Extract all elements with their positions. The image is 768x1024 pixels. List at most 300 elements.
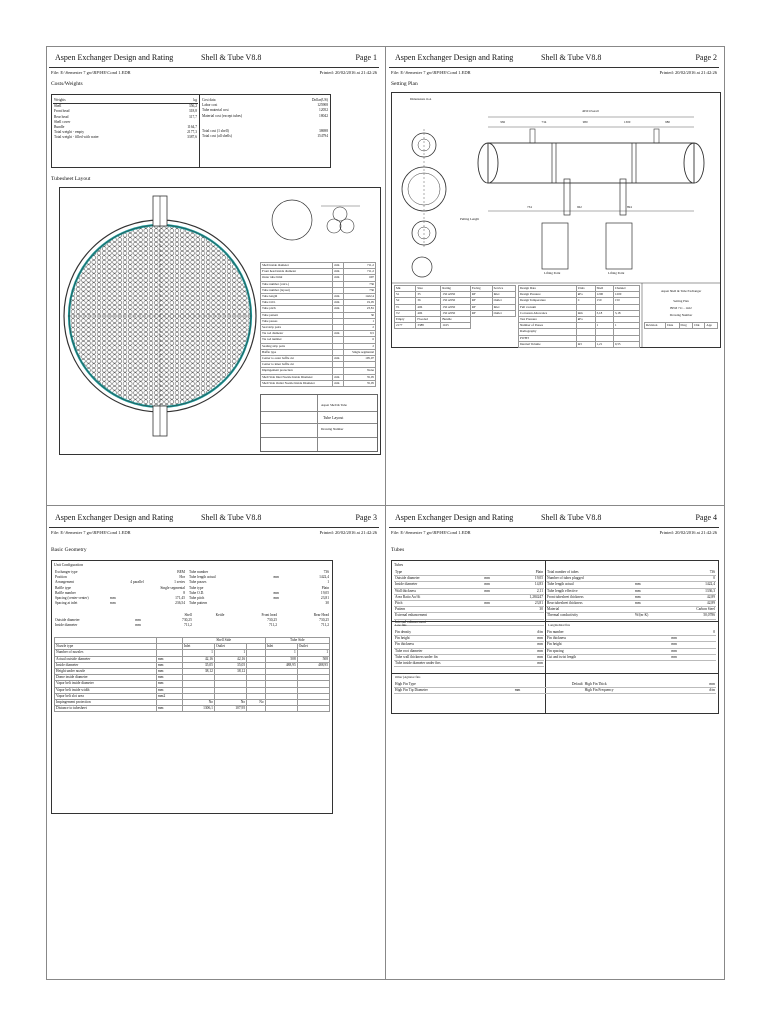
geometry-unit <box>272 601 294 606</box>
geometry-unit: mm <box>273 575 280 580</box>
long-fins-title: Longitudinal fins <box>548 623 571 627</box>
weights-header: Weights <box>54 98 66 102</box>
horizontal-divider <box>47 505 724 506</box>
geometry-value: 736 <box>323 570 329 574</box>
tube-label: Type <box>394 570 483 576</box>
nozzle-cell: Impingement protection <box>55 700 157 706</box>
weight-head-cell: Empty <box>395 317 416 323</box>
tubesheet-value: 30 <box>343 312 375 318</box>
tubesheet-unit: mm <box>333 356 343 362</box>
nozzle-cell: Actual outside diameter <box>55 656 157 662</box>
diameter-cell: 711,2 <box>269 623 277 628</box>
fin-unit: mm <box>670 636 700 642</box>
app-title: Aspen Exchanger Design and Rating <box>395 513 514 522</box>
high-fin-label: High Fin Tip Diameter <box>394 688 514 694</box>
fin-unit: mm <box>523 661 544 667</box>
design-head-cell: Units <box>576 286 595 292</box>
tubesheet-label: Shell inside diameter <box>261 263 333 269</box>
page-number: Page 1 <box>355 53 377 62</box>
tube-label: Total number of tubes <box>546 570 634 576</box>
diameters-table <box>54 613 330 629</box>
tube-unit: mm <box>483 582 503 588</box>
file-path: File: E:\Semester 7 gw\RP\HE\Cond 1.EDR <box>51 70 131 75</box>
geometry-extra <box>121 601 145 606</box>
weight-value: 317,7 <box>188 114 197 119</box>
nozzle-cell: 488,95 <box>265 662 297 668</box>
tubesheet-value: 6 <box>343 337 375 343</box>
nozzle-cell: 1 <box>182 650 214 656</box>
tubesheet-table <box>260 262 376 387</box>
tube-value: 2,11 <box>503 588 544 594</box>
tubesheet-value: Single segmental <box>343 349 375 355</box>
high-fin-value <box>540 688 584 694</box>
tubesheet-label: Tube number (layout) <box>261 287 333 293</box>
weight-head-cell: Bundle <box>441 317 470 323</box>
fin-unit: mm <box>670 654 700 660</box>
tube-label: Area Ratio Ao/Ai <box>394 594 483 600</box>
fin-label: Fin density <box>394 630 523 636</box>
nozzle-cell: 1 <box>297 650 329 656</box>
high-fin-unit: mm <box>514 688 540 694</box>
revision-cell: App <box>705 323 718 329</box>
fin-row <box>546 654 716 660</box>
geometry-value: 171,45 <box>175 596 185 601</box>
tubesheet-label: Tie rod diameter <box>261 331 333 337</box>
nozzle-group-shell: Shell Side <box>182 638 265 644</box>
app-title: Aspen Exchanger Design and Rating <box>55 53 174 62</box>
fin-unit: mm <box>523 648 544 654</box>
diameter-head-cell: Shell <box>184 613 192 617</box>
geometry-value: 30 <box>325 601 329 606</box>
tube-label: Front tubesheet thickness <box>546 594 634 600</box>
nozzle-cell: RF <box>470 298 492 304</box>
tube-label: Thermal conductivity <box>546 613 634 619</box>
geometry-label: Spacing at inlet <box>55 601 78 606</box>
fin-unit: mm <box>523 636 544 642</box>
nozzle-cell: Vapor belt inside diameter <box>55 681 157 687</box>
fin-unit: mm <box>670 642 700 648</box>
tubesheet-value: 35,05 <box>343 380 375 386</box>
nozzle-cell: Inlet <box>492 304 515 310</box>
weight-label: Shell cover <box>54 119 71 124</box>
dimension-label: 894 <box>627 205 632 209</box>
tubesheet-unit: mm <box>333 275 343 281</box>
geometry-label: Arrangement <box>55 580 74 585</box>
tubesheet-value: 9,5 <box>343 331 375 337</box>
cost-header: Cost data <box>202 98 216 102</box>
page-header <box>389 509 719 528</box>
nozzle-cell: 42,16 <box>182 656 214 662</box>
file-line <box>389 528 719 537</box>
tubesheet-label: Outer tube limit <box>261 275 333 281</box>
nozzle-cell: 150 ANSI <box>441 304 470 310</box>
weight-label: Shell <box>54 104 62 109</box>
tubesheet-value: 35,05 <box>343 374 375 380</box>
pulling-length: Pulling Length <box>460 217 480 221</box>
tube-value: 42,89 <box>669 601 716 607</box>
title-block <box>260 394 378 452</box>
page-1 <box>49 49 379 453</box>
nozzle-cell: 150 ANSI <box>441 310 470 316</box>
fin-label: Fin number <box>546 630 670 636</box>
dimension-label: 1300 <box>623 120 631 124</box>
nozzle-group-tube: Tube Side <box>265 638 329 644</box>
nozzle-cell: Inside diameter <box>55 662 157 668</box>
high-fin-label: High Fin Type <box>394 682 514 688</box>
nozzle-cell: mm <box>156 656 182 662</box>
geometry-label: Tube O.D. <box>189 590 205 595</box>
cost-label: Labor cost <box>202 103 218 108</box>
nozzle-head-cell: Outlet <box>214 644 246 650</box>
tubesheet-label: Shell Side Inlet Nozzle Inside Diameter <box>261 374 333 380</box>
app-version: Shell & Tube V8.8 <box>541 53 602 62</box>
design-data-table <box>518 285 640 348</box>
dimension-label: 734 <box>527 205 532 209</box>
tube-unit: W/(m·K) <box>634 613 669 619</box>
nozzle-head-cell: Inlet <box>182 644 214 650</box>
app-version: Shell & Tube V8.8 <box>541 513 602 522</box>
dimension-label: 980 <box>582 120 588 124</box>
diameter-head-cell: Kettle <box>215 613 225 617</box>
geometry-label: Exchanger type <box>55 570 78 574</box>
fin-unit: mm <box>670 648 700 654</box>
app-version: Shell & Tube V8.8 <box>201 53 262 62</box>
page-2 <box>389 49 719 346</box>
design-cell: kPa <box>576 317 595 323</box>
printed-date: Printed: 20/02/2016 at 21:42:26 <box>659 530 717 535</box>
design-cell: m3 <box>576 341 595 347</box>
nozzle-cell: 1306,1 <box>182 706 214 712</box>
page-4 <box>389 509 719 710</box>
section-title: Tubes <box>391 547 405 553</box>
nozzle-cell: Outlet <box>492 298 515 304</box>
tube-label: Internal enhancement <box>394 619 483 625</box>
detail-circle <box>272 200 312 240</box>
tube-label: Number of tubes plugged <box>546 576 634 582</box>
tube-unit: mm <box>483 576 503 582</box>
tubesheet-label: Tube number (calcs.) <box>261 281 333 287</box>
nozzle-cell: 508 <box>265 656 297 662</box>
nozzle-head-cell: Outlet <box>297 644 329 650</box>
geometry-label: Spacing (center-center) <box>55 596 89 601</box>
nozzle-cell: 488,95 <box>297 662 329 668</box>
geometry-label: Baffle type <box>55 585 71 590</box>
geometry-value: 236,54 <box>175 601 185 606</box>
tube-value: 23,81 <box>503 601 544 607</box>
nozzle-cell: 406 <box>416 304 441 310</box>
tubesheet-label: Impingement protection <box>261 368 333 374</box>
design-cell: 1 <box>595 323 613 329</box>
app-title: Aspen Exchanger Design and Rating <box>55 513 174 522</box>
tubesheet-label: Front head inside diameter <box>261 269 333 275</box>
nozzle-cell: 38,12 <box>182 669 214 675</box>
geometry-left <box>54 570 186 606</box>
tube-value: 1336,3 <box>669 588 716 594</box>
fin-value: 0 <box>701 630 716 636</box>
design-cell: PWHT <box>519 335 577 341</box>
lifting-label-left: Lifting Point <box>544 271 561 275</box>
page-header <box>389 49 719 68</box>
nozzle-head-cell: Rating <box>441 286 470 292</box>
geometry-value: Single segmental <box>160 585 185 590</box>
tube-unit: mm <box>634 601 669 607</box>
weights-unit: kg <box>193 98 197 102</box>
nozzle-cell: T2 <box>395 310 416 316</box>
tubesheet-value: 2 <box>343 325 375 331</box>
section-title: Setting Plan <box>391 81 418 87</box>
nozzle-cell: RF <box>470 292 492 298</box>
weight-value: 356,2 <box>188 104 197 109</box>
page-header <box>49 509 379 528</box>
nozzle-cell: T1 <box>395 304 416 310</box>
tube-unit: mm <box>634 588 669 594</box>
tube-value: 736 <box>669 570 716 576</box>
geometry-label: Tube passes <box>189 580 207 585</box>
nozzle-head-cell: Nozzle type <box>55 644 157 650</box>
nozzle-cell: RF <box>470 304 492 310</box>
fin-label: Tube wall thickness under fin <box>394 654 523 660</box>
support-detail-right <box>606 223 632 269</box>
support-detail-left <box>542 223 568 269</box>
tube-value: 19,05 <box>503 576 544 582</box>
file-path: File: E:\Semester 7 gw\RP\HE\Cond 1.EDR <box>391 530 471 535</box>
fin-label: Fin spacing <box>546 648 670 654</box>
setting-plan-title-block <box>644 285 718 345</box>
cost-value: 154794 <box>317 134 328 139</box>
high-fin-table <box>394 682 716 694</box>
file-path: File: E:\Semester 7 gw\RP\HE\Cond 1.EDR <box>51 530 131 535</box>
geometry-value: 19,05 <box>320 590 329 595</box>
bottom-dimensions <box>512 205 662 211</box>
design-head-cell: Channel <box>613 286 639 292</box>
tubesheet-value: 711,2 <box>343 269 375 275</box>
tube-value: 1,284247 <box>503 594 544 600</box>
tubesheet-value: 19,05 <box>343 300 375 306</box>
tubesheet-value: 2 <box>343 343 375 349</box>
overall-dimension: 4650 Overall <box>582 109 599 113</box>
diameter-row <box>54 623 330 628</box>
nozzle-cell: Vapor belt inside width <box>55 687 157 693</box>
design-cell: Full vacuum <box>519 304 577 310</box>
tubesheet-drawing <box>59 187 381 455</box>
nozzle-cell: No <box>247 700 265 706</box>
tube-value: 50,0786 <box>669 613 716 619</box>
design-cell: 3,18 <box>613 310 639 316</box>
section-title: Costs/Weights <box>51 81 83 87</box>
geometry-unit: mm <box>110 601 116 606</box>
geometry-label: Baffle number <box>55 590 76 595</box>
diameter-cell: 711,2 <box>183 623 192 628</box>
cost-row <box>201 134 329 139</box>
design-cell: 1200 <box>595 292 613 298</box>
weights-row <box>53 135 198 140</box>
tube-unit: mm <box>483 601 503 607</box>
weight-value: 318,8 <box>188 109 197 114</box>
other-title: Other (Agitator fins <box>395 675 421 679</box>
nozzle-cell: mm <box>156 681 182 687</box>
nozzle-head-cell: Service <box>492 286 515 292</box>
tube-label: Outside diameter <box>394 576 483 582</box>
fin-label: Tube inside diameter under fins <box>394 661 523 667</box>
tube-label: Tube length actual <box>546 582 634 588</box>
tube-value: 30 <box>503 607 544 613</box>
fin-label: Fin thickness <box>394 642 523 648</box>
nozzle-row <box>55 706 330 712</box>
tube-label: Pitch <box>394 601 483 607</box>
design-cell: 1,21 <box>595 341 613 347</box>
shell-body <box>488 143 694 183</box>
tube-label: External enhancement <box>394 613 483 619</box>
geometry-extra: 4 parallel <box>130 580 144 585</box>
nozzle-cell: Height under nozzle <box>55 669 157 675</box>
tube-value: Carbon Steel <box>669 607 716 613</box>
weight-label: Rear head <box>54 114 69 119</box>
tubesheet-label: Tube passes <box>261 318 333 324</box>
cost-unit: Dollar(US) <box>311 98 328 102</box>
fin-label: Fin height <box>546 642 670 648</box>
basic-geometry-box <box>51 560 333 814</box>
design-row <box>519 341 640 347</box>
tb-drawing: Setting Plan <box>673 299 689 303</box>
file-path: File: E:\Semester 7 gw\RP\HE\Cond 1.EDR <box>391 70 471 75</box>
file-line <box>49 528 379 537</box>
weights-table <box>53 98 198 141</box>
low-fins-title: Low fins <box>395 623 407 627</box>
cost-label: Total cost (1 shell) <box>202 129 229 134</box>
fin-label: Fin height <box>394 636 523 642</box>
tube-unit: mm <box>483 588 503 594</box>
tubesheet-value: 736 <box>343 287 375 293</box>
design-cell: 150 <box>613 298 639 304</box>
dimension-label: 980 <box>665 120 670 124</box>
nozzle-head-cell: Inlet <box>265 644 297 650</box>
title-drawing-number: Drawing Number <box>321 427 344 431</box>
dimension-label: 734 <box>541 120 547 124</box>
tubes-box-title: Tubes <box>394 563 404 567</box>
tubesheet-value: 697 <box>343 275 375 281</box>
tubesheet-value: 23,81 <box>343 306 375 312</box>
high-fin-label: High Fin Thick <box>584 682 690 688</box>
nozzle-cell: RF <box>470 310 492 316</box>
revision-cell: Dwg <box>679 323 693 329</box>
tubesheet-label: Center to outer baffle cut <box>261 356 333 362</box>
nozzle-head-cell: Facing <box>470 286 492 292</box>
revision-table <box>644 322 718 329</box>
tube-unit: mm <box>634 582 669 588</box>
tb-model: BEM 711 - 1422 <box>670 306 692 310</box>
high-fin-unit: #/m <box>690 688 716 694</box>
geometry-value: 1 series <box>174 580 185 585</box>
tubesheet-unit: mm <box>333 374 343 380</box>
printed-date: Printed: 20/02/2016 at 21:42:26 <box>319 70 377 75</box>
nozzle-cell: mm <box>156 706 182 712</box>
geometry-value: 23,81 <box>320 596 329 601</box>
weight-value: 3387,6 <box>187 135 197 140</box>
cost-value: 12052 <box>319 108 328 113</box>
high-fin-label: High Fin Frequency <box>584 688 690 694</box>
nozzle-cell: 406 <box>416 310 441 316</box>
tube-unit: mm <box>634 594 669 600</box>
geometry-row <box>54 601 186 606</box>
dimension-label: 982 <box>500 120 506 124</box>
title-drawing: Tube Layout <box>323 415 344 420</box>
nozzle-cell <box>265 706 297 712</box>
tubes-box <box>391 560 719 714</box>
fin-unit: #/m <box>523 630 544 636</box>
nozzle-cell: 36 <box>416 298 441 304</box>
fin-label: Fin thickness <box>546 636 670 642</box>
nozzle-schedule <box>394 285 516 329</box>
tube-value: 42,89 <box>669 594 716 600</box>
tb-company: Aspen Shell & Tube Exchanger <box>660 289 702 293</box>
nozzle-cell <box>297 706 329 712</box>
setting-plan-drawing <box>391 92 721 348</box>
tubesheet-value: None <box>343 368 375 374</box>
geometry-value: 1 <box>327 580 329 585</box>
tube-label: Wall thickness <box>394 588 483 594</box>
file-line <box>389 68 719 77</box>
design-cell: Internal Volume <box>519 341 577 347</box>
tube-label: Pattern <box>394 607 483 613</box>
weight-label: Bundle <box>54 125 65 130</box>
geometry-right <box>188 570 330 606</box>
geometry-label: Tube length actual <box>189 575 216 580</box>
costs-weights-table <box>51 94 331 168</box>
diameter-cell: 711,2 <box>321 623 329 628</box>
cost-table <box>201 98 329 140</box>
app-title: Aspen Exchanger Design and Rating <box>395 53 514 62</box>
design-cell: 150 <box>595 298 613 304</box>
nozzle-cell: mm <box>156 662 182 668</box>
diameter-cell: 730,25 <box>267 618 277 623</box>
weight-value-cell: 2177 <box>395 323 416 329</box>
nozzle-cell: 107,95 <box>214 706 246 712</box>
dimensions-note: Dimensions in A <box>410 97 432 101</box>
nozzle-cell: 1 <box>214 650 246 656</box>
nozzle-cell: 150 ANSI <box>441 298 470 304</box>
geometry-unit: mm <box>273 596 280 601</box>
geometry-unit: mm <box>110 596 116 601</box>
nozzle-cell: Distance to tubesheet <box>55 706 157 712</box>
tubesheet-label: Tube pitch <box>261 306 333 312</box>
tubesheet-label: Tie rod number <box>261 337 333 343</box>
tubes-right <box>546 570 716 620</box>
tube-label: Rear tubesheet thickness <box>546 601 634 607</box>
printed-date: Printed: 20/02/2016 at 21:42:26 <box>319 530 377 535</box>
nozzle-cell: Inlet <box>492 292 515 298</box>
diameter-head-cell: Rear Head <box>313 613 329 617</box>
section-title: Tubesheet Layout <box>51 176 91 182</box>
nozzle-table <box>54 637 330 712</box>
cost-label: Total cost (all shells) <box>202 134 232 139</box>
section-title: Basic Geometry <box>51 547 87 553</box>
diameter-cell <box>193 623 225 628</box>
geometry-unit: mm <box>273 590 280 595</box>
nozzle-cell: Dome inside diameter <box>55 675 157 681</box>
high-fin-row <box>394 688 716 694</box>
nozzle-head-cell: Mk <box>395 286 416 292</box>
fin-row <box>394 661 544 667</box>
nozzle-cell: mm <box>156 669 182 675</box>
revision-cell: Revision <box>645 323 666 329</box>
diameter-head-cell: Front head <box>261 613 277 617</box>
printed-date: Printed: 20/02/2016 at 21:42:26 <box>659 70 717 75</box>
page-header <box>49 49 379 68</box>
tubesheet-label: Seal strip pairs <box>261 325 333 331</box>
tubesheet-unit: mm <box>333 269 343 275</box>
tb-drawing-number: Drawing Number <box>669 313 693 317</box>
tubesheet-unit: mm <box>333 380 343 386</box>
